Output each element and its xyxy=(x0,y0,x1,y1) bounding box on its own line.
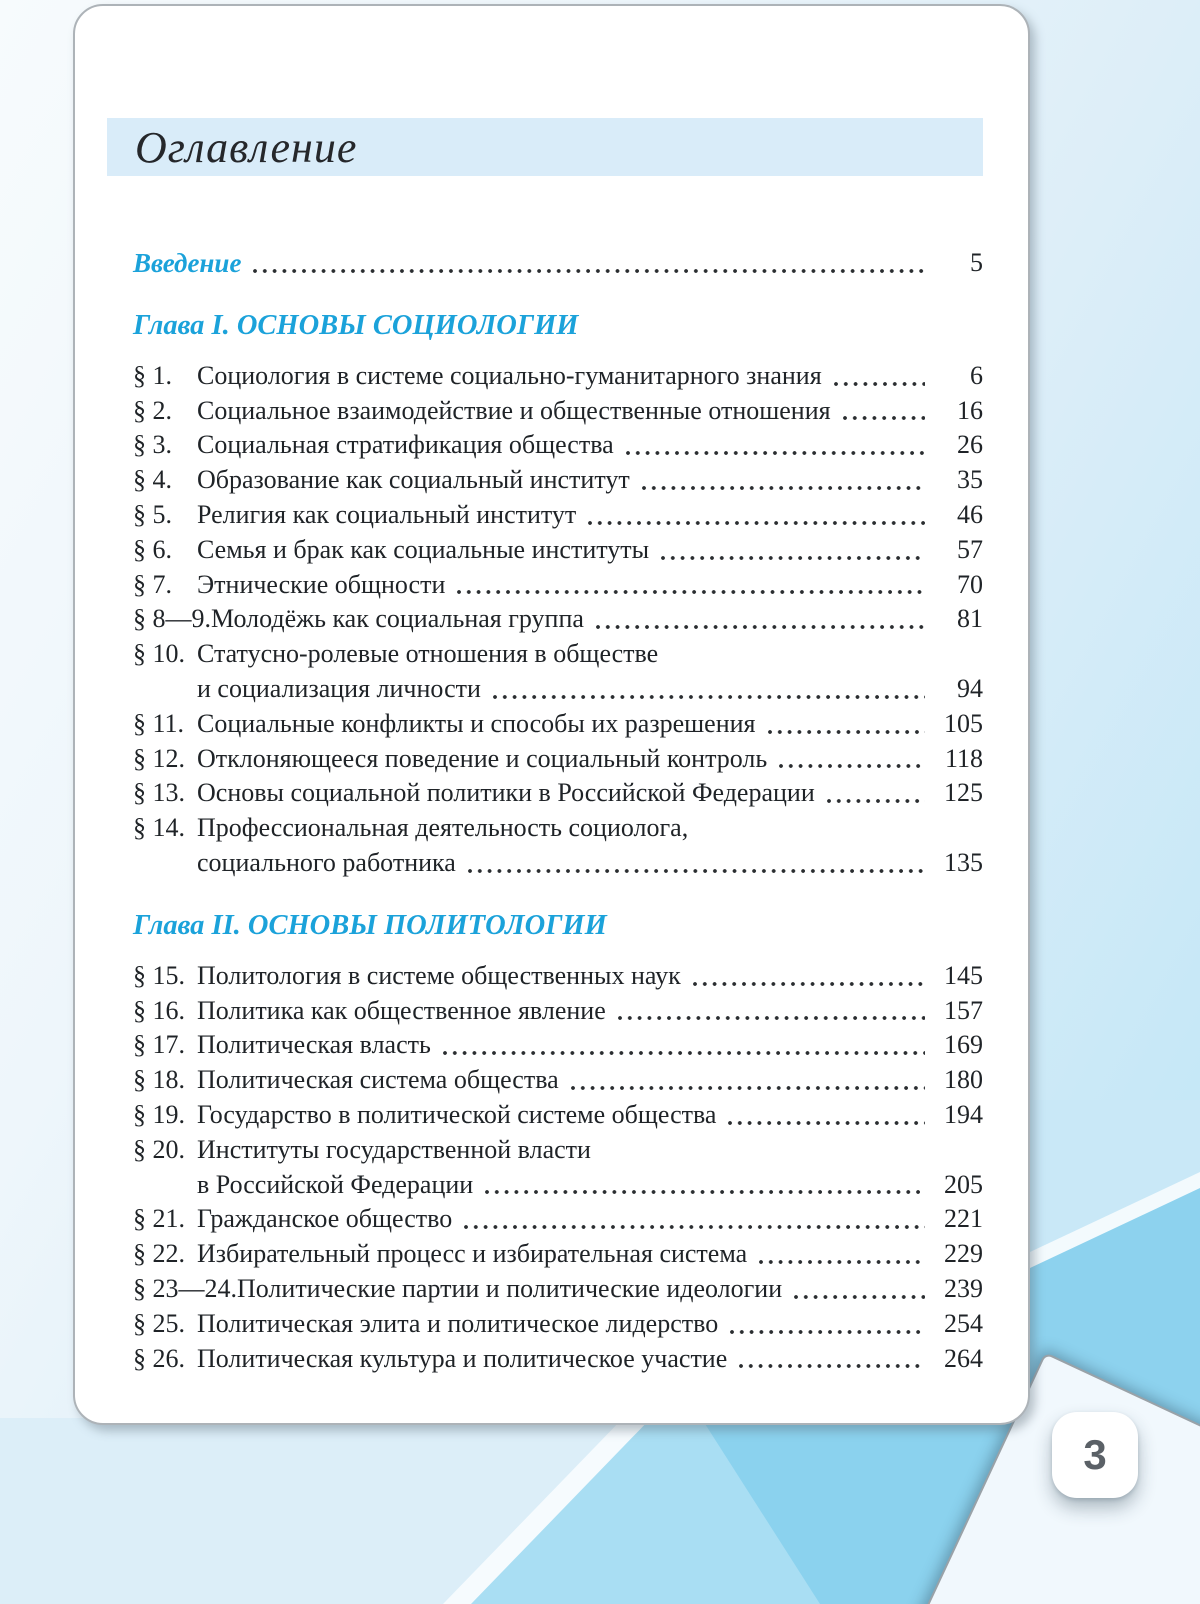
dot-leader xyxy=(759,1260,925,1264)
entry-page: 145 xyxy=(944,960,983,990)
entry-number: § 2. xyxy=(133,395,172,425)
dot-leader xyxy=(661,556,925,560)
entry-title: Политика как общественное явление xyxy=(197,995,606,1025)
entry-page: 239 xyxy=(944,1273,983,1303)
entry-page: 5 xyxy=(970,248,983,277)
entry-title: Отклоняющееся поведение и социальный контроль xyxy=(197,743,768,773)
toc-entry xyxy=(133,394,983,429)
entry-page: 180 xyxy=(944,1065,983,1095)
entry-number: § 19. xyxy=(133,1099,185,1129)
entry-number: § 16. xyxy=(133,995,185,1025)
toc-entry xyxy=(133,568,983,603)
toc-entry xyxy=(133,498,983,533)
entry-title: Молодёжь как социальная группа xyxy=(211,604,584,634)
toc-entry xyxy=(133,1342,983,1377)
entry-title: Политическая власть xyxy=(197,1030,431,1060)
entry-page: 229 xyxy=(944,1239,983,1269)
dot-leader xyxy=(468,869,925,873)
entry-title: Социология в системе социально-гуманитарного знания xyxy=(197,360,822,390)
entry-title: Профессиональная деятельность социолога, xyxy=(197,813,689,843)
toc-entry xyxy=(133,1237,983,1272)
entry-title: Основы социальной политики в Российской Федерации xyxy=(197,778,815,808)
dot-leader xyxy=(596,625,925,629)
dot-leader xyxy=(730,1330,925,1334)
entry-number: § 1. xyxy=(133,360,172,390)
dot-leader xyxy=(588,521,925,525)
toc-entry xyxy=(133,428,983,463)
entry-title: Религия как социальный институт xyxy=(197,499,577,529)
entry-number: § 3. xyxy=(133,430,172,460)
entry-title: Политическая система общества xyxy=(197,1065,559,1095)
chapters-list xyxy=(133,308,983,1377)
entry-page: 35 xyxy=(957,465,983,495)
entry-title: Политическая культура и политическое участие xyxy=(197,1343,728,1373)
dot-leader xyxy=(794,1295,925,1299)
entry-page: 46 xyxy=(957,499,983,529)
chapter-heading: Глава II. ОСНОВЫ ПОЛИТОЛОГИИ xyxy=(133,909,607,941)
entry-page: 26 xyxy=(957,430,983,460)
dot-leader xyxy=(728,1121,925,1125)
toc-entry xyxy=(133,994,983,1029)
toc-entry-continued xyxy=(133,1168,983,1203)
entry-number: § 17. xyxy=(133,1030,185,1060)
entry-page: 105 xyxy=(944,708,983,738)
dot-leader xyxy=(693,982,925,986)
entry-page: 205 xyxy=(944,1169,983,1199)
entry-title: Гражданское общество xyxy=(197,1204,453,1234)
toc-entry xyxy=(133,742,983,777)
entry-number: § 13. xyxy=(133,778,185,808)
entry-number: § 23—24. xyxy=(133,1273,237,1303)
dot-leader xyxy=(253,269,925,273)
entry-title: Этнические общности xyxy=(197,569,446,599)
toc-entry xyxy=(133,637,983,672)
entry-page: 157 xyxy=(944,995,983,1025)
dot-leader xyxy=(834,382,925,386)
entry-title-line2: в Российской Федерации xyxy=(197,1169,474,1199)
dot-leader xyxy=(642,486,925,490)
toc-entry xyxy=(133,359,983,394)
dot-leader xyxy=(443,1051,925,1055)
toc-entry xyxy=(133,602,983,637)
toc-entry xyxy=(133,959,983,994)
toc-entry-intro xyxy=(133,246,983,281)
entry-page: 254 xyxy=(944,1308,983,1338)
dot-leader xyxy=(571,1086,925,1090)
page-number-badge xyxy=(1052,1412,1138,1498)
toc-entry xyxy=(133,776,983,811)
toc-entry xyxy=(133,707,983,742)
entry-title: Избирательный процесс и избирательная система xyxy=(197,1239,748,1269)
dot-leader xyxy=(457,590,925,594)
entry-title: Социальное взаимодействие и общественные отношения xyxy=(197,395,831,425)
entry-page: 16 xyxy=(957,395,983,425)
entry-page: 81 xyxy=(957,604,983,634)
toc-entry xyxy=(133,1098,983,1133)
entry-number: § 26. xyxy=(133,1343,185,1373)
entry-number: § 11. xyxy=(133,708,185,738)
dot-leader xyxy=(843,416,925,420)
toc-entry xyxy=(133,1307,983,1342)
entry-title: Статусно-ролевые отношения в обществе xyxy=(197,639,659,669)
entry-page: 264 xyxy=(944,1343,983,1373)
toc-entry xyxy=(133,1202,983,1237)
entry-number: § 25. xyxy=(133,1308,185,1338)
entry-title-line2: и социализация личности xyxy=(197,673,481,703)
toc-entry xyxy=(133,1272,983,1307)
entry-number: § 12. xyxy=(133,743,185,773)
entry-number: § 15. xyxy=(133,960,185,990)
entry-title: Институты государственной власти xyxy=(197,1134,591,1164)
dot-leader xyxy=(768,730,926,734)
chapter-heading: Глава I. ОСНОВЫ СОЦИОЛОГИИ xyxy=(133,309,579,341)
entry-number: § 4. xyxy=(133,465,172,495)
toc-entry xyxy=(133,1133,983,1168)
dot-leader xyxy=(827,799,925,803)
entry-page: 169 xyxy=(944,1030,983,1060)
dot-leader xyxy=(618,1016,925,1020)
intro-label: Введение xyxy=(133,248,242,278)
entry-title: Политические партии и политические идеологии xyxy=(237,1273,783,1303)
entry-number: § 5. xyxy=(133,499,172,529)
entry-number: § 10. xyxy=(133,639,185,669)
dot-leader xyxy=(485,1190,925,1194)
toc-entry-continued xyxy=(133,672,983,707)
entry-title: Политология в системе общественных наук xyxy=(197,960,681,990)
toc-content xyxy=(75,246,1028,1376)
entry-number: § 18. xyxy=(133,1065,185,1095)
entry-title-line2: социального работника xyxy=(197,847,456,877)
dot-leader xyxy=(739,1364,925,1368)
entry-page: 194 xyxy=(944,1099,983,1129)
entry-page: 135 xyxy=(944,847,983,877)
entry-page: 125 xyxy=(944,778,983,808)
entry-number: § 22. xyxy=(133,1239,185,1269)
entry-number: § 7. xyxy=(133,569,172,599)
toc-entry xyxy=(133,1063,983,1098)
dot-leader xyxy=(779,764,925,768)
toc-entry-continued xyxy=(133,846,983,881)
entry-number: § 8—9. xyxy=(133,604,211,634)
entry-title: Семья и брак как социальные институты xyxy=(197,534,650,564)
entry-number: § 20. xyxy=(133,1134,185,1164)
toc-entry xyxy=(133,533,983,568)
dot-leader xyxy=(626,451,925,455)
entry-page: 6 xyxy=(970,360,983,390)
entry-page: 70 xyxy=(957,569,983,599)
entry-number: § 6. xyxy=(133,534,172,564)
entry-title: Государство в политической системе общества xyxy=(197,1099,717,1129)
page-title-band xyxy=(107,118,983,176)
toc-page-card xyxy=(73,4,1030,1425)
entry-title: Социальная стратификация общества xyxy=(197,430,614,460)
dot-leader xyxy=(464,1225,925,1229)
entry-title: Социальные конфликты и способы их разрешения xyxy=(197,708,756,738)
entry-title: Политическая элита и политическое лидерство xyxy=(197,1308,719,1338)
entry-page: 221 xyxy=(944,1204,983,1234)
toc-entry xyxy=(133,1028,983,1063)
page-title: Оглавление xyxy=(135,122,358,172)
entry-page: 118 xyxy=(944,743,983,773)
entry-number: § 21. xyxy=(133,1204,185,1234)
entry-title: Образование как социальный институт xyxy=(197,465,630,495)
dot-leader xyxy=(493,695,925,699)
toc-entry xyxy=(133,463,983,498)
toc-entry xyxy=(133,811,983,846)
entry-number: § 14. xyxy=(133,813,185,843)
entry-page: 57 xyxy=(957,534,983,564)
entry-page: 94 xyxy=(957,673,983,703)
page-number: 3 xyxy=(1083,1431,1107,1478)
